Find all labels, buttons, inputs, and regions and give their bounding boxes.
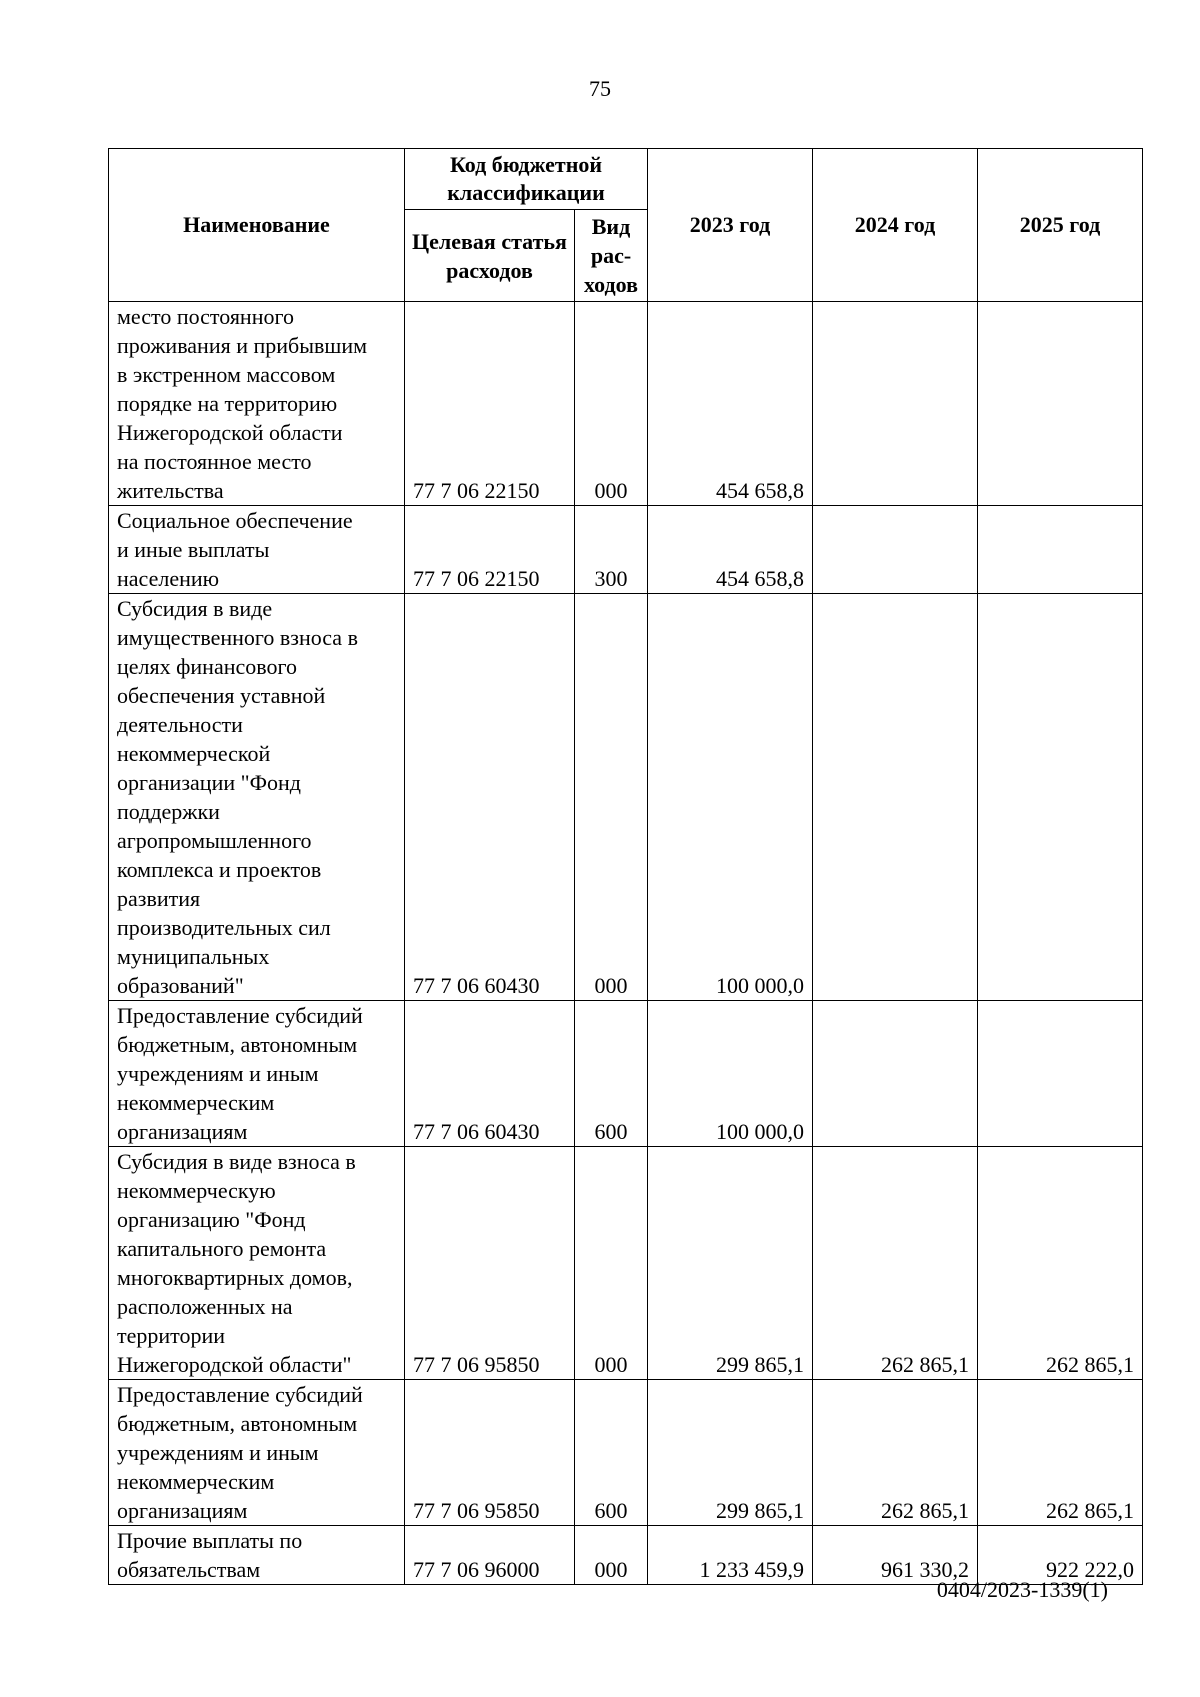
row-name: Социальное обеспечение и иные выплаты населению [109,506,405,594]
row-name: Предоставление субсидий бюджетным, автономным учреждениям и иным некоммерческим организациям [109,1001,405,1147]
row-amount-2024: 961 330,2 [813,1526,978,1585]
table-row [109,1001,1143,1147]
header-2023: 2023 год [648,149,813,302]
table-body [109,302,1143,1585]
row-amount-2024 [813,302,978,506]
row-amount-2025 [978,1001,1143,1147]
row-target-item: 77 7 06 22150 [405,506,575,594]
row-name: Предоставление субсидий бюджетным, автономным учреждениям и иным некоммерческим организациям [109,1380,405,1526]
row-amount-2023: 100 000,0 [648,1001,813,1147]
row-amount-2025: 262 865,1 [978,1147,1143,1380]
row-amount-2023: 299 865,1 [648,1147,813,1380]
row-amount-2025 [978,302,1143,506]
row-target-item: 77 7 06 60430 [405,1001,575,1147]
row-amount-2023: 454 658,8 [648,302,813,506]
row-amount-2024: 262 865,1 [813,1380,978,1526]
row-expense-type: 600 [575,1380,648,1526]
row-amount-2024: 262 865,1 [813,1147,978,1380]
row-amount-2024 [813,506,978,594]
header-name: Наименование [109,149,405,302]
row-name: место постоянного проживания и прибывшим в экстренном массовом порядке на территорию Нижегородской области на постоянное место жительства [109,302,405,506]
row-name: Субсидия в виде имущественного взноса в целях финансового обеспечения уставной деятельности некоммерческой организации "Фонд поддержки агропромышленного комплекса и проектов развития производительных сил муниципальных образований" [109,594,405,1001]
header-expense-type: Вид рас-ходов [575,210,648,302]
table-row [109,1147,1143,1380]
table-header [109,149,1143,302]
row-name: Прочие выплаты по обязательствам [109,1526,405,1585]
row-target-item: 77 7 06 95850 [405,1380,575,1526]
row-target-item: 77 7 06 96000 [405,1526,575,1585]
row-amount-2023: 454 658,8 [648,506,813,594]
row-target-item: 77 7 06 95850 [405,1147,575,1380]
row-amount-2025: 922 222,0 [978,1526,1143,1585]
table-row [109,302,1143,506]
table-row [109,506,1143,594]
row-amount-2023: 1 233 459,9 [648,1526,813,1585]
header-2025: 2025 год [978,149,1143,302]
row-expense-type: 000 [575,302,648,506]
row-expense-type: 000 [575,1147,648,1380]
row-expense-type: 000 [575,1526,648,1585]
header-2024: 2024 год [813,149,978,302]
row-expense-type: 000 [575,594,648,1001]
row-amount-2024 [813,1001,978,1147]
row-expense-type: 600 [575,1001,648,1147]
page-number: 75 [589,76,611,101]
row-amount-2024 [813,594,978,1001]
row-target-item: 77 7 06 22150 [405,302,575,506]
table-row [109,1380,1143,1526]
table-row [109,1526,1143,1585]
row-target-item: 77 7 06 60430 [405,594,575,1001]
table-row [109,594,1143,1001]
row-amount-2023: 299 865,1 [648,1380,813,1526]
row-expense-type: 300 [575,506,648,594]
budget-table [108,148,1143,1585]
header-target-item: Целевая статья расходов [405,210,575,302]
row-amount-2023: 100 000,0 [648,594,813,1001]
row-amount-2025 [978,594,1143,1001]
document-number: 0404/2023-1339(1) [936,1577,1108,1602]
row-amount-2025: 262 865,1 [978,1380,1143,1526]
row-name: Субсидия в виде взноса в некоммерческую организацию "Фонд капитального ремонта многоквартирных домов, расположенных на территории Нижегородской области" [109,1147,405,1380]
header-code-group: Код бюджетной классификации [405,149,648,210]
row-amount-2025 [978,506,1143,594]
